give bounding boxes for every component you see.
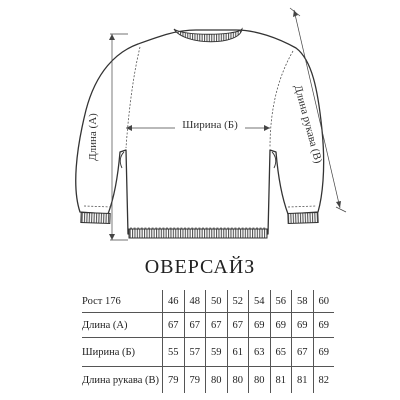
size-cell: 56 [270, 290, 292, 313]
table-cell: 67 [163, 313, 185, 338]
table-cell: 69 [249, 313, 271, 338]
hem-rib [129, 229, 267, 238]
size-cell: 60 [313, 290, 334, 313]
table-cell: 82 [313, 367, 334, 394]
table-cell: 67 [206, 313, 228, 338]
table-cell: 69 [313, 313, 334, 338]
table-cell: 80 [249, 367, 271, 394]
right-cuff-rib [288, 212, 318, 223]
table-cell: 55 [163, 338, 185, 367]
fit-title: ОВЕРСАЙЗ [144, 256, 256, 278]
table-row-sleeve [82, 367, 334, 394]
table-cell: 69 [270, 313, 292, 338]
size-cell: 54 [249, 290, 271, 313]
table-cell: 69 [313, 338, 334, 367]
size-table [82, 290, 334, 393]
table-cell: 79 [163, 367, 185, 394]
width-label: Ширина (Б) [182, 119, 238, 131]
table-cell: 81 [292, 367, 314, 394]
table-cell: 80 [227, 367, 249, 394]
size-cell: 46 [163, 290, 185, 313]
table-cell: 79 [184, 367, 206, 394]
table-cell: 65 [270, 338, 292, 367]
height-label: Рост 176 [82, 295, 121, 307]
table-cell: 81 [270, 367, 292, 394]
table-cell: 63 [249, 338, 271, 367]
size-header-row [82, 290, 334, 313]
sleeve-label: Длина рукава (В) [291, 83, 325, 165]
table-cell: 67 [184, 313, 206, 338]
table-cell: 57 [184, 338, 206, 367]
row-label: Ширина (Б) [82, 338, 163, 367]
row-label: Длина рукава (В) [82, 367, 163, 394]
left-cuff-rib [81, 213, 110, 224]
row-label: Длина (А) [82, 313, 163, 338]
size-cell: 48 [184, 290, 206, 313]
table-row-length [82, 313, 334, 338]
size-cell: 50 [206, 290, 228, 313]
table-cell: 67 [292, 338, 314, 367]
table-cell: 69 [292, 313, 314, 338]
size-cell: 52 [227, 290, 249, 313]
table-cell: 80 [206, 367, 228, 394]
table-row-width [82, 338, 334, 367]
length-label: Длина (А) [87, 113, 99, 161]
table-cell: 59 [206, 338, 228, 367]
size-cell: 58 [292, 290, 314, 313]
table-cell: 61 [227, 338, 249, 367]
table-cell: 67 [227, 313, 249, 338]
